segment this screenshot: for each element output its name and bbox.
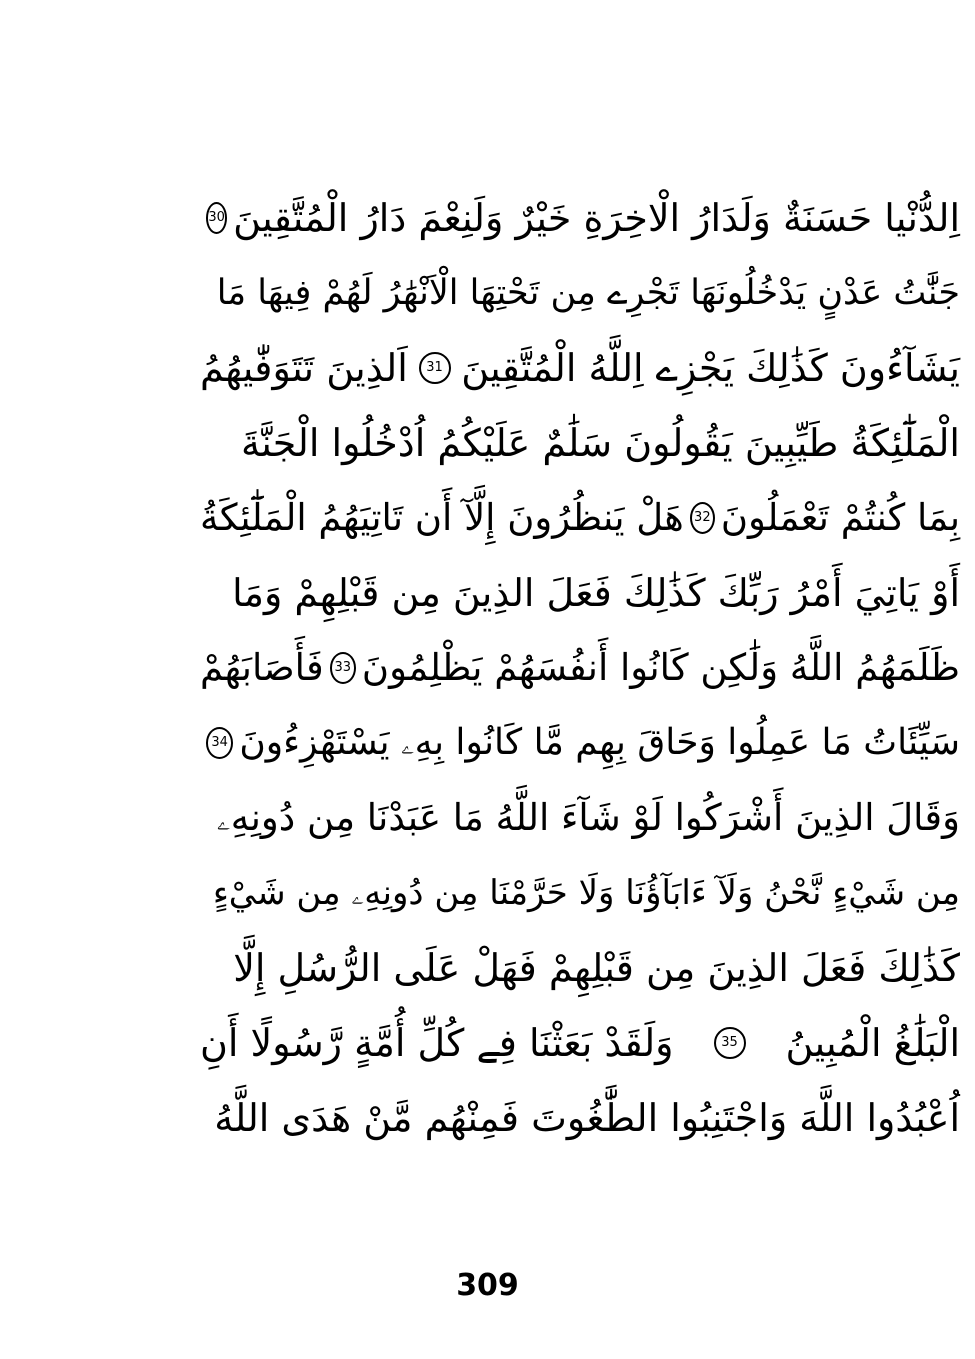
text-line	[200, 940, 960, 996]
line-content	[200, 940, 960, 996]
line-text: مِن شَيْءٍ نَّحْنُ وَلَآ ءَابَآؤُنَا وَلَا حَرَّمْنَا مِن دُونِهِۦ مِن شَيْءٍ	[212, 873, 960, 913]
line-text: جَنَّٰتُ عَدْنٍ يَدْخُلُونَهَا تَجْرِے مِن تَحْتِهَا الْاَنْهَٰرُ لَهُمْ فِيهَا مَا	[216, 273, 960, 313]
line-text: الْبَلَٰغُ الْمُبِينُ	[785, 1021, 960, 1065]
line-text: ظَلَمَهُمُ اللَّهُ وَلَٰكِن كَانُوا أَنفُسَهُمْ يَظْلِمُونَ	[361, 646, 960, 689]
line-content	[200, 490, 960, 546]
text-line	[200, 865, 960, 921]
line-content	[200, 640, 960, 696]
line-content	[200, 790, 960, 846]
text-line	[200, 415, 960, 471]
text-line	[200, 490, 960, 546]
page-number: 309	[456, 1268, 519, 1303]
text-line	[200, 1015, 960, 1071]
verse-number-marker: 32	[690, 502, 715, 534]
verse-number-marker: 34	[206, 727, 233, 759]
line-text-after-marker: هَلْ يَنظُرُونَ إِلَّآ أَن تَاتِيَهُمُ الْمَلَٰٓئِكَةُ	[200, 496, 684, 539]
verse-number-marker: 31	[419, 352, 451, 384]
text-line	[200, 715, 960, 771]
text-line	[200, 190, 960, 246]
line-content	[200, 565, 960, 621]
line-content	[200, 865, 960, 921]
line-content	[200, 190, 960, 246]
text-line	[200, 265, 960, 321]
text-line	[200, 565, 960, 621]
line-text: يَشَآءُونَ كَذَٰلِكَ يَجْزِے اِللَّهُ الْمُتَّقِينَ	[461, 346, 960, 390]
line-text: الْمَلَٰٓئِكَةُ طَيِّبِينَ يَقُولُونَ سَلَٰمٌ عَلَيْكُمُ اُدْخُلُوا الْجَنَّةَ	[240, 421, 960, 465]
text-line	[200, 1090, 960, 1146]
line-text: اِلدُّنْيا حَسَنَةٌ وَلَدَارُ الْاخِرَةِ خَيْرٌ وَلَنِعْمَ دَارُ الْمُتَّقِينَ	[233, 196, 960, 240]
line-content	[200, 715, 960, 771]
line-text-after-marker: وَلَقَدْ بَعَثْنَا فِے كُلِّ أُمَّةٍ رَّسُولًا أَنِ	[200, 1021, 674, 1065]
line-content	[200, 340, 960, 396]
line-text-after-marker: فَأَصَابَهُمْ	[200, 646, 324, 689]
text-line	[200, 340, 960, 396]
line-content	[200, 265, 960, 321]
line-text: بِمَا كُنتُمْ تَعْمَلُونَ	[720, 496, 960, 539]
line-text: وَقَالَ الذِينَ أَشْرَكُوا لَوْ شَآءَ اللَّهُ مَا عَبَدْنَا مِن دُونِهِۦ	[216, 796, 960, 839]
text-line	[200, 790, 960, 846]
verse-number-marker: 30	[206, 202, 227, 234]
line-text-after-marker: اَلذِينَ تَتَوَفّٰيهُمُ	[200, 346, 408, 390]
line-content	[200, 1015, 960, 1071]
line-text: كَذَٰلِكَ فَعَلَ الذِينَ مِن قَبْلِهِمْ فَهَلْ عَلَى الرُّسُلِ إِلَّا	[233, 946, 960, 990]
verse-number-marker: 35	[714, 1027, 746, 1059]
line-content	[200, 1090, 960, 1146]
line-content	[200, 415, 960, 471]
line-text: أَوْ يَاتِيَ أَمْرُ رَبِّكَ كَذَٰلِكَ فَعَلَ الذِينَ مِن قَبْلِهِمْ وَمَا	[232, 571, 960, 615]
line-text: سَيِّئَاتُ مَا عَمِلُوا وَحَاقَ بِهِم مَّا كَانُوا بِهِۦ يَسْتَهْزِءُونَ	[239, 722, 960, 763]
line-text: اُعْبُدُوا اللَّهَ وَاجْتَنِبُوا الطَّٰغُوتَ فَمِنْهُم مَّنْ هَدَى اللَّهُ	[214, 1096, 960, 1140]
text-line	[200, 640, 960, 696]
verse-number-marker: 33	[330, 652, 356, 684]
